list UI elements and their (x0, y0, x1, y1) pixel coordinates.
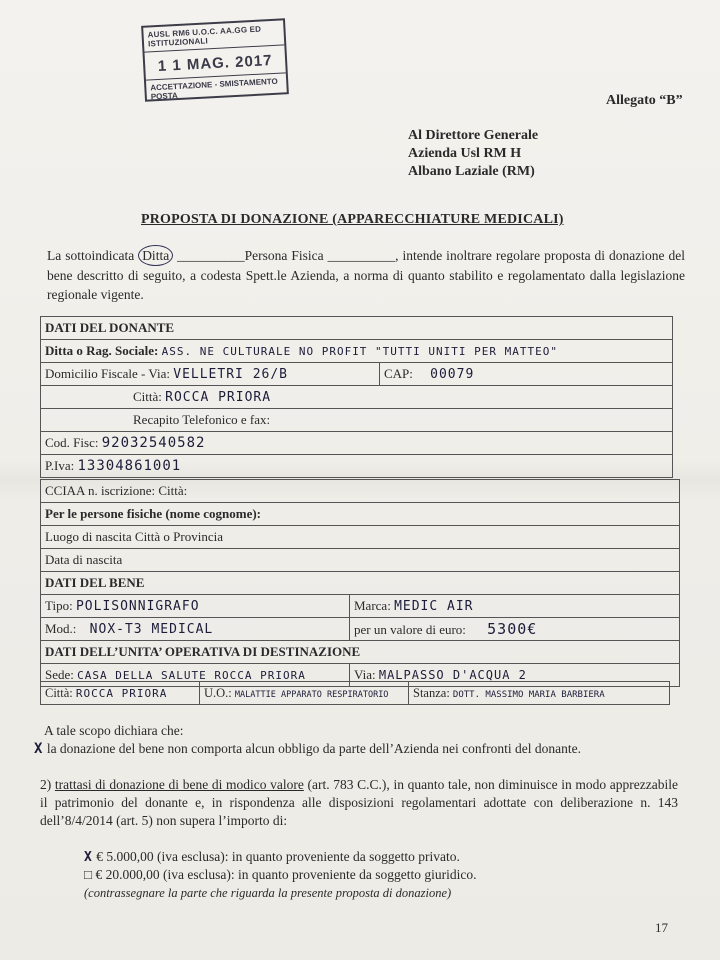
unit-table (40, 681, 670, 705)
cell-marca (350, 595, 680, 618)
row-codfisc (41, 432, 673, 455)
recapito-label: Recapito Telefonico e fax: (133, 412, 271, 427)
option2-mark: □ (84, 867, 93, 882)
stanza-value: DOTT. MASSIMO MARIA BARBIERA (452, 689, 605, 700)
address-line-1: Al Direttore Generale (408, 128, 539, 143)
domicilio-value: VELLETRI 26/B (173, 367, 288, 382)
row-piva (41, 455, 673, 478)
declaration-item-2 (40, 776, 678, 830)
item2-number: 2) (40, 777, 52, 792)
marca-value: MEDIC AIR (394, 599, 474, 614)
stamp-date: 1 1 MAG. 2017 (145, 45, 286, 80)
intro-part1: La sottoindicata (47, 248, 135, 263)
row-data-nascita: Data di nascita (41, 549, 680, 572)
row-luogo: Luogo di nascita Città o Provincia (41, 526, 680, 549)
option-legal-entity (84, 866, 476, 884)
cell-uo (200, 682, 409, 705)
section-dati-donante: DATI DEL DONANTE (41, 317, 673, 340)
stamp-header: AUSL RM6 U.O.C. AA.GG ED ISTITUZIONALI (143, 20, 284, 52)
option-note: (contrassegnare la parte che riguarda la presente proposta di donazione) (84, 886, 452, 900)
option1-text: € 5.000,00 (iva esclusa): in quanto proveniente da soggetto privato. (96, 849, 460, 864)
row-recapito (41, 409, 673, 432)
marca-label: Marca: (354, 598, 391, 613)
row-citta (41, 386, 673, 409)
item2-text: (art. 783 C.C.), in quanto tale, non diminuisce in modo apprezzabile il patrimonio del donante e, in rispondenza alle disposizioni regolamentari adottate con deliberazione n. 143 dell’8/4/2014 (art. 5) non supera l’importo di: (40, 777, 679, 828)
option2-text: € 20.000,00 (iva esclusa): in quanto proveniente da soggetto giuridico. (95, 867, 477, 882)
uo-value: MALATTIE APPARATO RESPIRATORIO (234, 689, 389, 700)
page-number: 17 (655, 920, 668, 935)
via-label: Via: (354, 667, 376, 682)
item1-text: la donazione del bene non comporta alcun obbligo da parte dell’Azienda nei confronti del donante. (46, 741, 581, 756)
row-cciaa (41, 480, 680, 503)
uo-label: U.O.: (204, 685, 232, 700)
mod-label: Mod.: (45, 621, 77, 636)
sede-label: Sede: (45, 667, 74, 682)
item1-check-mark: X (34, 741, 44, 757)
option1-mark: X (84, 850, 93, 865)
tipo-value: POLISONNIGRAFO (75, 599, 200, 614)
stanza-label: Stanza: (413, 685, 450, 700)
address-line-2: Azienda Usl RM H (408, 146, 522, 161)
cap-label: CAP: (384, 366, 413, 381)
reception-stamp (141, 18, 289, 101)
sede-value: CASA DELLA SALUTE ROCCA PRIORA (77, 669, 306, 682)
row-persone: Per le persone fisiche (nome cognome): (41, 503, 680, 526)
row-ditta (41, 340, 673, 363)
citta2-label: Città: (45, 685, 73, 700)
address-line-3: Albano Laziale (RM) (408, 164, 535, 179)
mod-value: NOX-T3 MEDICAL (89, 622, 214, 637)
citta2-value: ROCCA PRIORA (75, 686, 168, 700)
stamp-footer: ACCETTAZIONE - SMISTAMENTO POSTA (150, 76, 278, 102)
cap-value: 00079 (430, 367, 475, 382)
tipo-label: Tipo: (45, 598, 73, 613)
domicilio-label: Domicilio Fiscale - Via: (45, 366, 170, 381)
intro-paragraph (47, 245, 685, 304)
cell-citta2 (41, 682, 200, 705)
via-value: MALPASSO D'ACQUA 2 (378, 668, 527, 682)
intro-part2: __________Persona Fisica __________, intende inoltrare regolare proposta di donazione del bene descritto di seguito, a codesta Spett.le Azienda, a norma di quanto stabilito e regolamentato dalla legislazione regionale vigente. (47, 248, 685, 302)
valore-label: per un valore di euro: (354, 622, 466, 637)
piva-value: 13304861001 (77, 458, 182, 474)
document-title: PROPOSTA DI DONAZIONE (APPARECCHIATURE MEDICALI) (141, 212, 564, 227)
ditta-label: Ditta o Rag. Sociale: (45, 343, 159, 358)
declaration-item-1 (34, 740, 674, 758)
valore-value: 5300€ (487, 620, 538, 638)
cciaa-label: CCIAA n. iscrizione: Città: (45, 483, 188, 498)
piva-label: P.Iva: (45, 458, 75, 473)
donor-table (40, 316, 673, 478)
ditta-circled: Ditta (138, 245, 173, 266)
row-domicilio (41, 363, 380, 386)
cell-tipo (41, 595, 350, 618)
cell-cap (380, 363, 673, 386)
citta-label: Città: (133, 389, 162, 404)
item2-underlined: trattasi di donazione di bene di modico valore (54, 777, 304, 792)
declaration-intro: A tale scopo dichiara che: (44, 723, 184, 738)
ditta-value: ASS. NE CULTURALE NO PROFIT "TUTTI UNITI PER MATTEO" (161, 345, 558, 358)
section-dati-unita: DATI DELL’UNITA’ OPERATIVA DI DESTINAZIONE (41, 641, 680, 664)
citta-value: ROCCA PRIORA (165, 390, 272, 405)
person-table (40, 479, 680, 687)
cell-valore (350, 618, 680, 641)
cell-stanza (409, 682, 670, 705)
option-private (84, 848, 460, 867)
allegato-label: Allegato “B” (606, 93, 683, 108)
cell-mod (41, 618, 350, 641)
codfisc-label: Cod. Fisc: (45, 435, 99, 450)
section-dati-bene: DATI DEL BENE (41, 572, 680, 595)
codfisc-value: 92032540582 (101, 435, 206, 451)
